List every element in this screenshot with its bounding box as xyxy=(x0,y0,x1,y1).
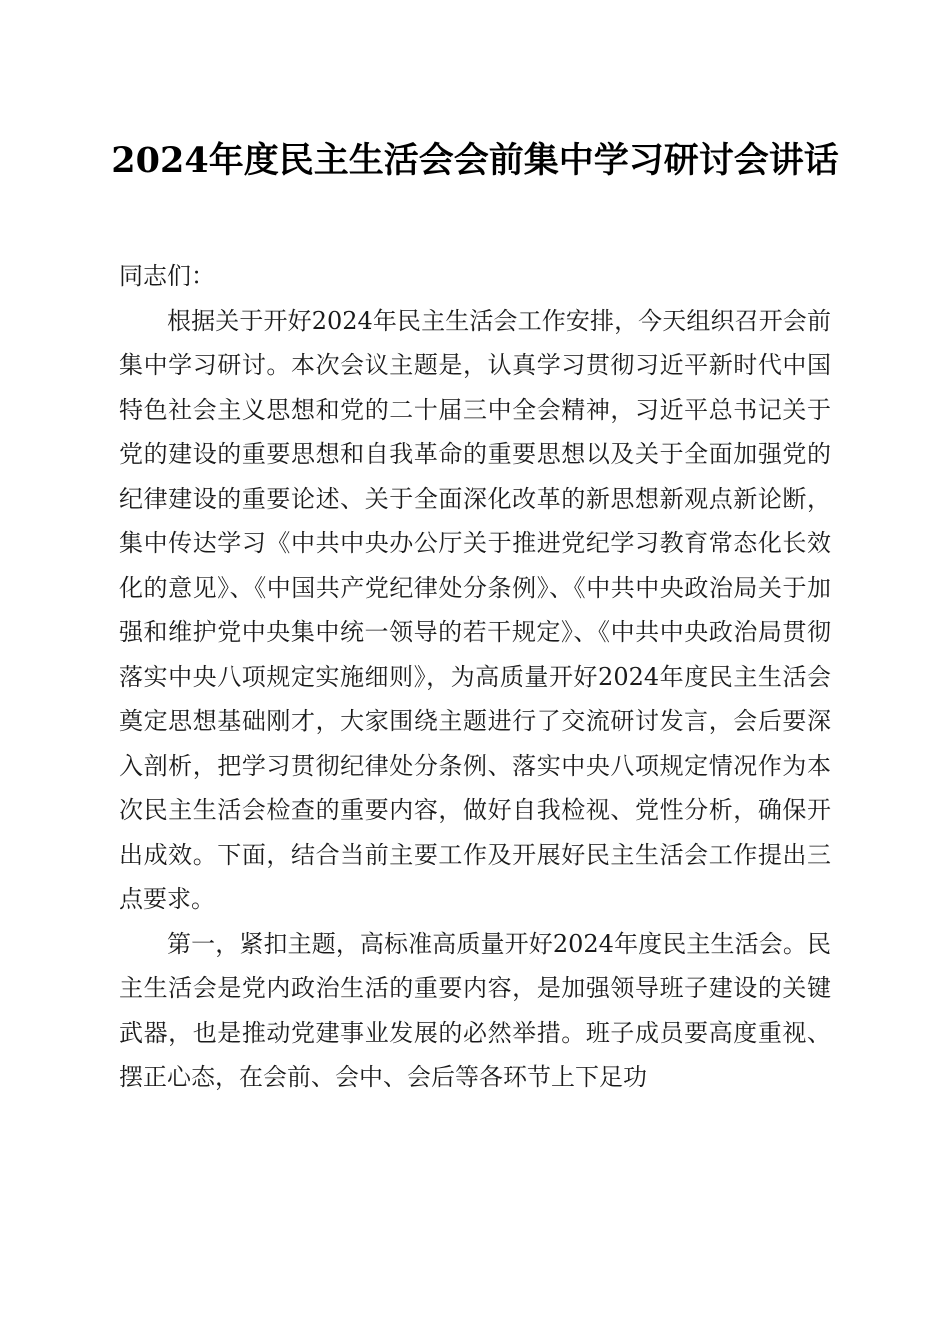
paragraph-point-one: 第一，紧扣主题，高标准高质量开好2024年度民主生活会。民主生活会是党内政治生活的重要内容，是加强领导班子建设的关键武器，也是推动党建事业发展的必然举措。班子成员要高度重视、摆正心态，在会前、会中、会后等各环节上下足功 xyxy=(119,929,831,1091)
salutation: 同志们： xyxy=(119,262,215,290)
page-title: 2024年度民主生活会会前集中学习研讨会讲话 xyxy=(111,140,839,181)
document-body xyxy=(119,254,831,1100)
paragraph-intro: 根据关于开好2024年民主生活会工作安排，今天组织召开会前集中学习研讨。本次会议主题是，认真学习贯彻习近平新时代中国特色社会主义思想和党的二十届三中全会精神，习近平总书记关于党的建设的重要思想和自我革命的重要思想以及关于全面加强党的纪律建设的重要论述、关于全面深化改革的新思想新观点新论断，集中传达学习《中共中央办公厅关于推进党纪学习教育常态化长效化的意见》、《中国共产党纪律处分条例》、《中共中央政治局关于加强和维护党中央集中统一领导的若干规定》、《中共中央政治局贯彻落实中央八项规定实施细则》，为高质量开好2024年度民主生活会奠定思想基础刚才，大家围绕主题进行了交流研讨发言，会后要深入剖析，把学习贯彻纪律处分条例、落实中央八项规定情况作为本次民主生活会检查的重要内容，做好自我检视、党性分析，确保开出成效。下面，结合当前主要工作及开展好民主生活会工作提出三点要求。 xyxy=(119,306,831,913)
